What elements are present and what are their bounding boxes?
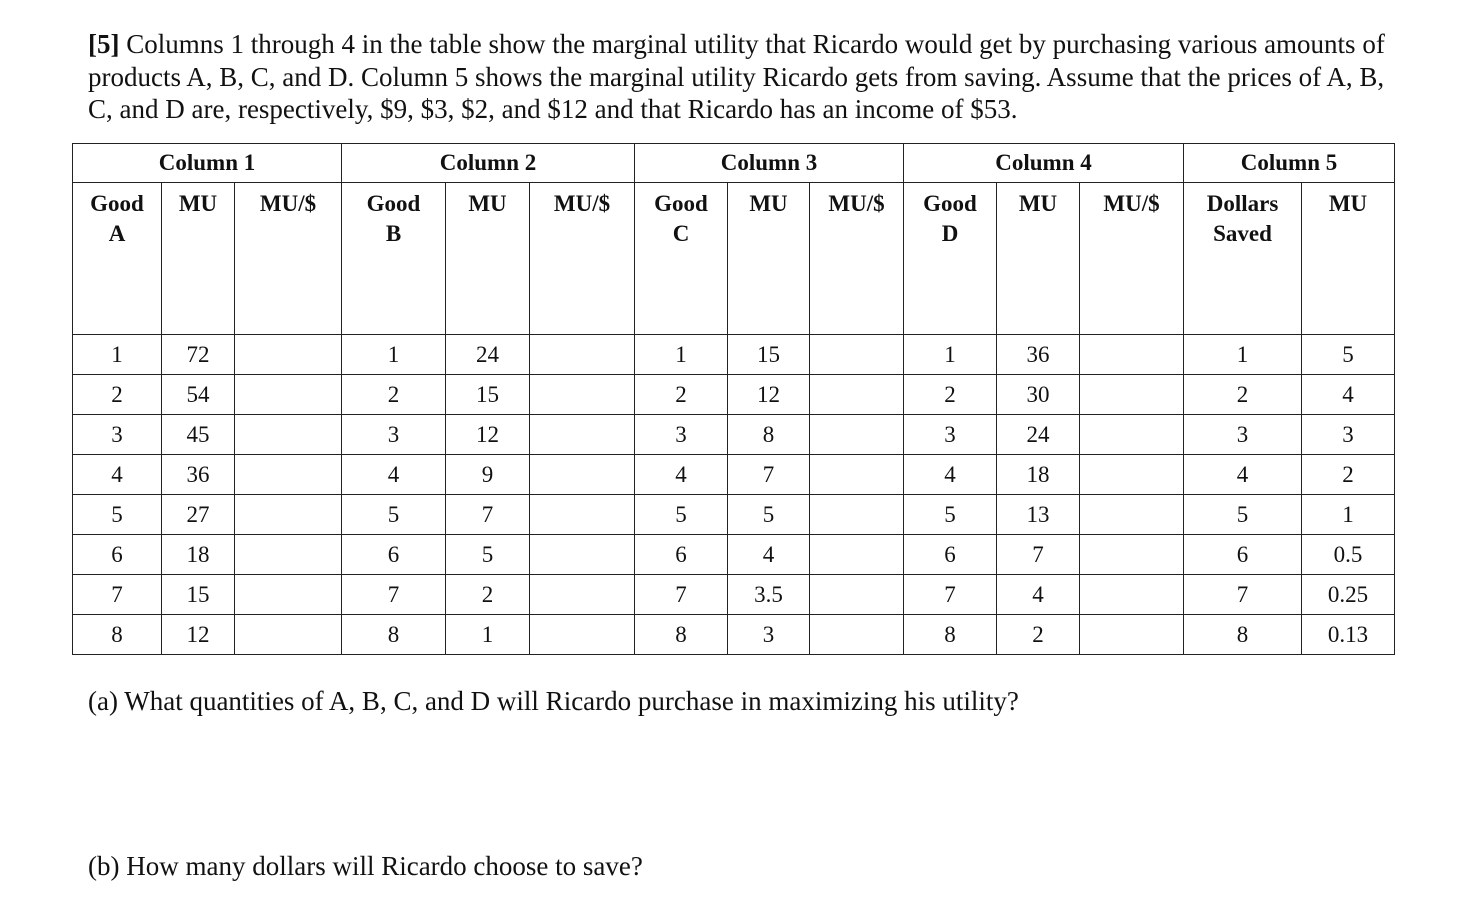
group-header: Column 3 <box>635 144 904 183</box>
question-b: (b) How many dollars will Ricardo choose to save? <box>88 851 643 881</box>
table-cell: 5 <box>635 495 728 535</box>
column-header <box>1080 183 1184 335</box>
table-row <box>73 615 1395 655</box>
problem-text: Columns 1 through 4 in the table show the marginal utility that Ricardo would get by purchasing various amounts of products A, B, C, and D. Column 5 shows the marginal utility Ricardo gets from saving. Assume that the prices of A, B, C, and D are, respectively, $9, $3, $2, and $12 and that Ricardo has an income of $53. <box>88 29 1385 124</box>
table-cell: 7 <box>342 575 446 615</box>
column-header <box>235 183 342 335</box>
column-header <box>635 183 728 335</box>
table-cell <box>810 615 904 655</box>
table-cell: 4 <box>904 455 997 495</box>
table-cell: 2 <box>904 375 997 415</box>
table-cell: 12 <box>162 615 235 655</box>
table-cell: 2 <box>997 615 1080 655</box>
table-cell <box>235 415 342 455</box>
table-cell: 7 <box>728 455 810 495</box>
column-header-line: Good <box>654 191 708 216</box>
column-header-line: C <box>672 221 690 246</box>
table-cell <box>810 415 904 455</box>
table-cell <box>235 335 342 375</box>
table-row <box>73 575 1395 615</box>
column-header-line: MU/$ <box>1103 191 1160 216</box>
table-cell: 6 <box>1184 535 1302 575</box>
column-header-line: MU <box>1018 191 1058 216</box>
column-header-line: MU/$ <box>259 191 317 216</box>
column-header-line: B <box>385 221 402 246</box>
table-cell <box>1080 335 1184 375</box>
table-cell: 18 <box>997 455 1080 495</box>
table-cell: 2 <box>635 375 728 415</box>
table-cell: 7 <box>446 495 530 535</box>
problem-statement <box>88 28 1398 126</box>
table-cell: 18 <box>162 535 235 575</box>
table-cell <box>235 495 342 535</box>
table-cell: 5 <box>1184 495 1302 535</box>
table-cell: 7 <box>635 575 728 615</box>
table-cell <box>1080 455 1184 495</box>
column-header-line: Dollars <box>1206 191 1279 216</box>
table-cell <box>1080 615 1184 655</box>
table-cell: 8 <box>728 415 810 455</box>
table-cell: 7 <box>1184 575 1302 615</box>
table-cell: 1 <box>1302 495 1395 535</box>
table-cell: 72 <box>162 335 235 375</box>
column-header <box>446 183 530 335</box>
table-cell: 30 <box>997 375 1080 415</box>
column-header <box>1184 183 1302 335</box>
table-cell <box>810 575 904 615</box>
column-header <box>904 183 997 335</box>
table-cell: 1 <box>904 335 997 375</box>
table-row <box>73 335 1395 375</box>
table-cell: 8 <box>73 615 162 655</box>
table-cell <box>810 335 904 375</box>
table-cell: 1 <box>1184 335 1302 375</box>
table-cell: 1 <box>342 335 446 375</box>
table-cell: 9 <box>446 455 530 495</box>
table-cell: 45 <box>162 415 235 455</box>
table-cell: 15 <box>162 575 235 615</box>
column-header-line: D <box>941 221 959 246</box>
table-cell: 36 <box>997 335 1080 375</box>
table-cell: 3.5 <box>728 575 810 615</box>
table-cell: 3 <box>342 415 446 455</box>
column-header <box>728 183 810 335</box>
table-cell: 1 <box>73 335 162 375</box>
table-cell <box>1080 415 1184 455</box>
table-row <box>73 535 1395 575</box>
table-row <box>73 495 1395 535</box>
table-cell: 5 <box>904 495 997 535</box>
table-cell: 7 <box>904 575 997 615</box>
table-cell: 12 <box>728 375 810 415</box>
table-cell: 15 <box>446 375 530 415</box>
table-cell <box>810 535 904 575</box>
table-cell: 6 <box>635 535 728 575</box>
table-row <box>73 375 1395 415</box>
table-cell: 0.25 <box>1302 575 1395 615</box>
table-cell: 4 <box>728 535 810 575</box>
table-cell: 2 <box>73 375 162 415</box>
table-cell: 2 <box>1184 375 1302 415</box>
table-cell: 1 <box>446 615 530 655</box>
table-cell <box>235 375 342 415</box>
column-header <box>342 183 446 335</box>
table-cell: 7 <box>997 535 1080 575</box>
table-cell <box>235 615 342 655</box>
column-header-row <box>73 183 1395 335</box>
table-cell: 5 <box>446 535 530 575</box>
table-cell: 2 <box>446 575 530 615</box>
table-cell: 8 <box>342 615 446 655</box>
table-cell: 36 <box>162 455 235 495</box>
group-header: Column 2 <box>342 144 635 183</box>
table-cell <box>1080 575 1184 615</box>
column-header-line: MU/$ <box>828 191 885 216</box>
table-row <box>73 415 1395 455</box>
table-cell: 0.13 <box>1302 615 1395 655</box>
table-cell: 3 <box>73 415 162 455</box>
table-cell: 8 <box>904 615 997 655</box>
table-cell <box>810 455 904 495</box>
column-header <box>73 183 162 335</box>
table-cell: 5 <box>728 495 810 535</box>
table-cell: 12 <box>446 415 530 455</box>
table-cell <box>810 495 904 535</box>
table-cell: 15 <box>728 335 810 375</box>
table-cell <box>530 415 635 455</box>
table-cell: 1 <box>635 335 728 375</box>
problem-number: [5] <box>88 29 120 59</box>
group-header: Column 4 <box>904 144 1184 183</box>
question-a: (a) What quantities of A, B, C, and D will Ricardo purchase in maximizing his utility? <box>88 686 1019 716</box>
column-header-line: A <box>108 221 126 246</box>
column-group-row <box>73 144 1395 183</box>
table-cell: 8 <box>635 615 728 655</box>
table-cell: 8 <box>1184 615 1302 655</box>
table-cell: 4 <box>635 455 728 495</box>
table-cell <box>530 495 635 535</box>
table-cell: 4 <box>73 455 162 495</box>
column-header-line: Saved <box>1213 221 1272 246</box>
column-header <box>997 183 1080 335</box>
table-cell: 6 <box>73 535 162 575</box>
table-cell <box>530 535 635 575</box>
table-cell: 13 <box>997 495 1080 535</box>
table-row <box>73 455 1395 495</box>
column-header-line: Good <box>366 191 421 216</box>
table-cell: 3 <box>1184 415 1302 455</box>
marginal-utility-table <box>72 143 1395 655</box>
column-header <box>530 183 635 335</box>
table-cell: 4 <box>342 455 446 495</box>
column-header <box>810 183 904 335</box>
table-cell <box>530 375 635 415</box>
table-cell: 6 <box>342 535 446 575</box>
table-cell: 3 <box>904 415 997 455</box>
table-cell: 3 <box>635 415 728 455</box>
table-cell <box>530 575 635 615</box>
table-cell <box>235 455 342 495</box>
column-header-line: MU <box>749 191 788 216</box>
column-header-line: MU <box>1328 191 1368 216</box>
table-cell <box>235 575 342 615</box>
column-header <box>1302 183 1395 335</box>
table-cell: 24 <box>446 335 530 375</box>
table-cell <box>1080 375 1184 415</box>
column-header-line: MU/$ <box>553 191 611 216</box>
table-cell: 5 <box>342 495 446 535</box>
table-cell: 3 <box>728 615 810 655</box>
table-cell: 2 <box>342 375 446 415</box>
table-cell <box>1080 535 1184 575</box>
column-header-line: Good <box>923 191 977 216</box>
column-header-line: MU <box>178 191 218 216</box>
table-cell: 4 <box>1184 455 1302 495</box>
table-cell: 7 <box>73 575 162 615</box>
group-header: Column 5 <box>1184 144 1395 183</box>
group-header: Column 1 <box>73 144 342 183</box>
column-header-line: Good <box>90 191 144 216</box>
table-cell <box>530 455 635 495</box>
table-cell: 0.5 <box>1302 535 1395 575</box>
table-cell: 6 <box>904 535 997 575</box>
table-cell: 2 <box>1302 455 1395 495</box>
table-cell <box>810 375 904 415</box>
table-cell <box>530 615 635 655</box>
table-cell: 4 <box>997 575 1080 615</box>
column-header <box>162 183 235 335</box>
table-cell: 54 <box>162 375 235 415</box>
table-cell: 4 <box>1302 375 1395 415</box>
table-cell <box>1080 495 1184 535</box>
table-cell: 3 <box>1302 415 1395 455</box>
table-cell <box>235 535 342 575</box>
table-cell <box>530 335 635 375</box>
table-cell: 24 <box>997 415 1080 455</box>
table-cell: 27 <box>162 495 235 535</box>
table-cell: 5 <box>73 495 162 535</box>
table-cell: 5 <box>1302 335 1395 375</box>
column-header-line: MU <box>468 191 507 216</box>
